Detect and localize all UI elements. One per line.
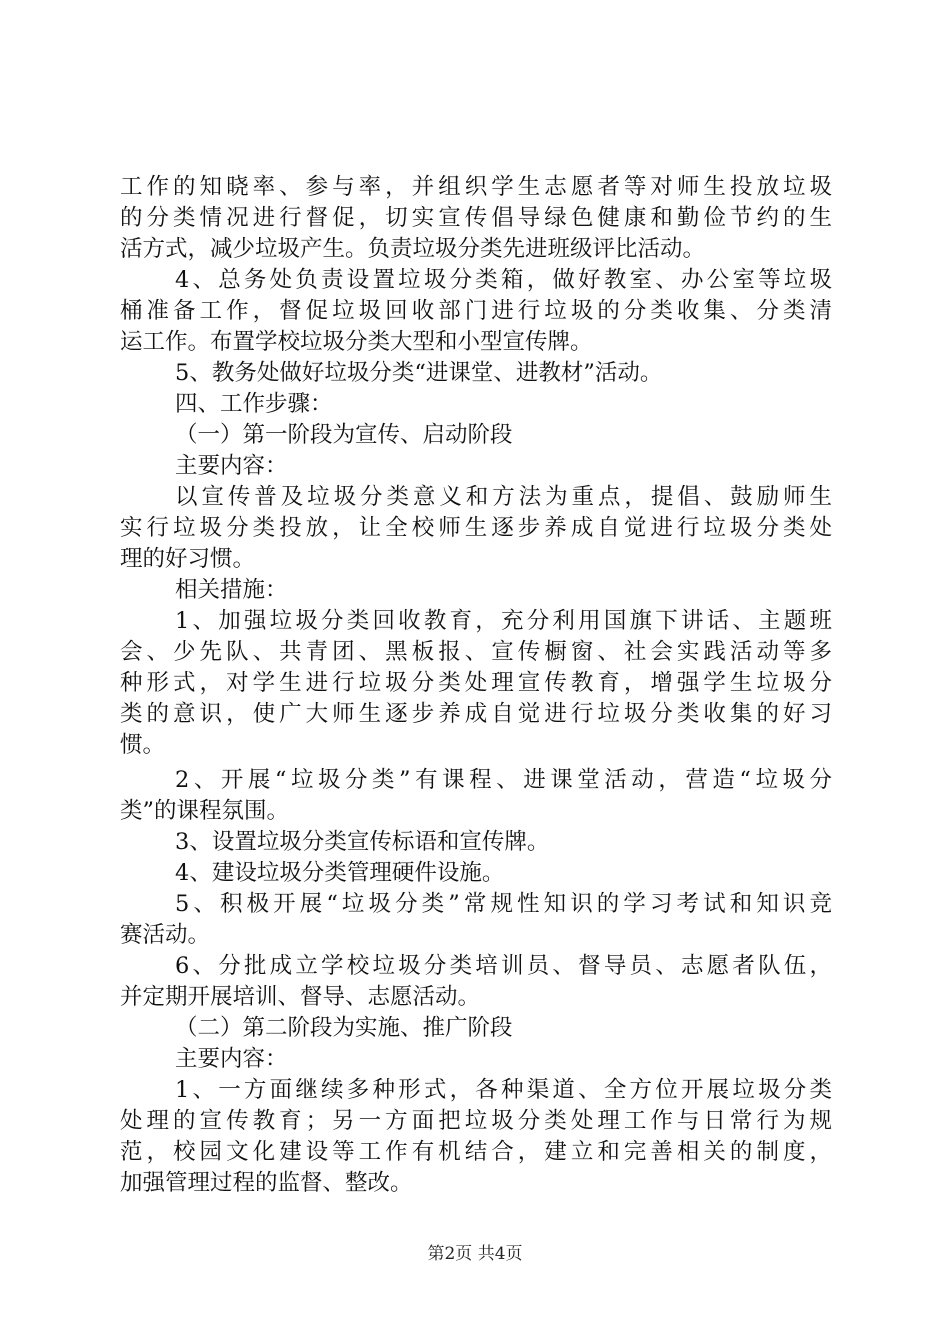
text-line: 以宣传普及垃圾分类意义和方法为重点，提倡、鼓励师生 (175, 484, 832, 510)
text-line: 活方式，减少垃圾产生。负责垃圾分类先进班级评比活动。 (120, 236, 706, 262)
text-line: 的分类情况进行督促，切实宣传倡导绿色健康和勤俭节约的生 (120, 205, 832, 231)
text-line: 运工作。布置学校垃圾分类大型和小型宣传牌。 (120, 329, 593, 355)
text-line: 4、总务处负责设置垃圾分类箱，做好教室、办公室等垃圾 (175, 267, 832, 293)
text-line: 惯。 (120, 732, 166, 758)
text-line: 6、分批成立学校垃圾分类培训员、督导员、志愿者队伍， (175, 953, 832, 979)
text-line: 5、积极开展“垃圾分类”常规性知识的学习考试和知识竞 (175, 891, 832, 917)
label-line: 主要内容： (175, 453, 288, 479)
text-line: 工作的知晓率、参与率，并组织学生志愿者等对师生投放垃圾 (120, 174, 832, 200)
text-line: 实行垃圾分类投放，让全校师生逐步养成自觉进行垃圾分类处 (120, 515, 832, 541)
page-number-footer: 第2页 共4页 (427, 1244, 523, 1264)
text-line: 处理的宣传教育；另一方面把垃圾分类处理工作与日常行为规 (120, 1108, 832, 1134)
text-line: 桶准备工作，督促垃圾回收部门进行垃圾的分类收集、分类清 (120, 298, 832, 324)
label-line: 相关措施： (175, 577, 288, 603)
text-line: 3、设置垃圾分类宣传标语和宣传牌。 (175, 829, 550, 855)
text-line: 类”的课程氛围。 (120, 798, 290, 824)
text-line: 4、建设垃圾分类管理硬件设施。 (175, 860, 505, 886)
text-line: 赛活动。 (120, 922, 211, 948)
subsection-heading: （一）第一阶段为宣传、启动阶段 (175, 422, 513, 448)
section-heading: 四、工作步骤： (175, 391, 333, 417)
text-line: 范，校园文化建设等工作有机结合，建立和完善相关的制度， (120, 1139, 832, 1165)
text-line: 1、加强垃圾分类回收教育，充分利用国旗下讲话、主题班 (175, 608, 832, 634)
text-line: 5、教务处做好垃圾分类“进课堂、进教材”活动。 (175, 360, 663, 386)
text-line: 1、一方面继续多种形式，各种渠道、全方位开展垃圾分类 (175, 1077, 832, 1103)
text-line: 种形式，对学生进行垃圾分类处理宣传教育，增强学生垃圾分 (120, 670, 832, 696)
subsection-heading: （二）第二阶段为实施、推广阶段 (175, 1015, 513, 1041)
text-line: 类的意识，使广大师生逐步养成自觉进行垃圾分类收集的好习 (120, 701, 832, 727)
text-line: 并定期开展培训、督导、志愿活动。 (120, 984, 481, 1010)
text-line: 2、开展“垃圾分类”有课程、进课堂活动，营造“垃圾分 (175, 767, 832, 793)
text-line: 加强管理过程的监督、整改。 (120, 1170, 413, 1196)
label-line: 主要内容： (175, 1046, 288, 1072)
text-line: 会、少先队、共青团、黑板报、宣传橱窗、社会实践活动等多 (120, 639, 832, 665)
text-line: 理的好习惯。 (120, 546, 256, 572)
document-body (120, 172, 832, 1199)
